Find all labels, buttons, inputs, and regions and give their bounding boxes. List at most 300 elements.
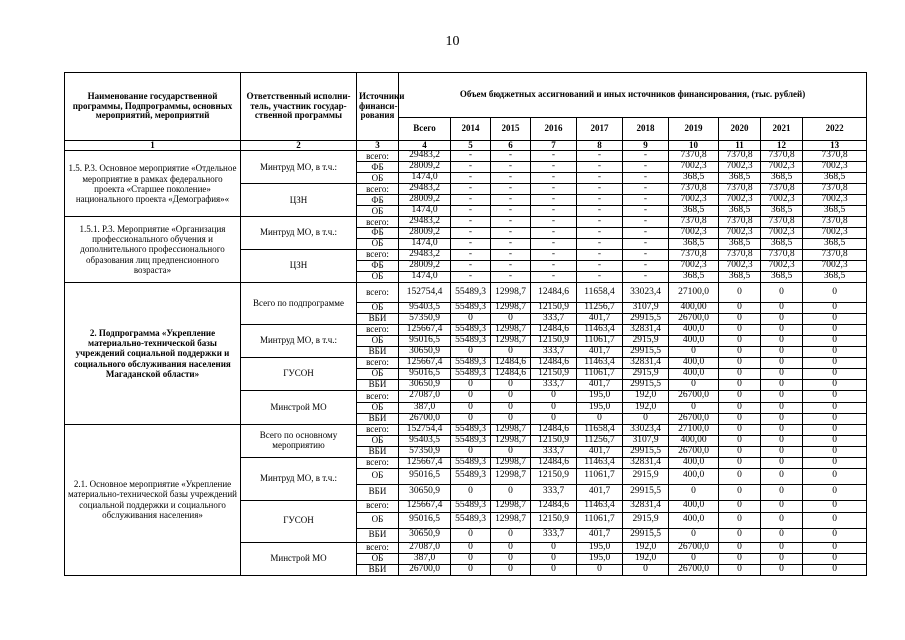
year-value-cell: 400,0: [669, 500, 719, 512]
year-value-cell: 7002,3: [803, 228, 867, 239]
year-value-cell: 0: [803, 346, 867, 357]
year-value-cell: 0: [719, 303, 761, 314]
year-value-cell: 0: [803, 564, 867, 575]
year-value-cell: 12998,7: [491, 325, 531, 336]
year-value-cell: 29915,5: [623, 446, 669, 457]
year-value-cell: 55489,3: [451, 468, 491, 484]
column-number: 11: [719, 141, 761, 151]
year-value-cell: 0: [491, 314, 531, 325]
year-value-cell: 7370,8: [719, 184, 761, 195]
year-value-cell: 0: [451, 390, 491, 402]
year-value-cell: 26700,0: [669, 390, 719, 402]
year-value-cell: 0: [719, 512, 761, 528]
year-value-cell: 0: [761, 413, 803, 424]
year-value-cell: -: [451, 184, 491, 195]
year-value-cell: 12998,7: [491, 512, 531, 528]
year-value-cell: 0: [719, 564, 761, 575]
year-value-cell: 0: [761, 435, 803, 446]
year-value-cell: 3107,9: [623, 435, 669, 446]
year-value-cell: 400,00: [669, 303, 719, 314]
total-cell: 28009,2: [399, 195, 451, 206]
year-value-cell: 368,5: [761, 173, 803, 184]
table-row: [65, 424, 867, 435]
year-value-cell: 32831,4: [623, 457, 669, 468]
year-value-cell: 401,7: [577, 314, 623, 325]
year-value-cell: 7370,8: [669, 151, 719, 162]
year-value-cell: 7002,3: [803, 195, 867, 206]
total-cell: 125667,4: [399, 357, 451, 368]
year-value-cell: 0: [719, 357, 761, 368]
year-value-cell: 7370,8: [669, 250, 719, 261]
total-cell: 28009,2: [399, 162, 451, 173]
source-cell: ОБ: [357, 435, 399, 446]
total-cell: 125667,4: [399, 457, 451, 468]
year-value-cell: 0: [803, 368, 867, 379]
year-value-cell: -: [623, 173, 669, 184]
year-value-cell: 0: [623, 413, 669, 424]
year-value-cell: -: [623, 206, 669, 217]
total-cell: 57350,9: [399, 314, 451, 325]
year-value-cell: 12998,7: [491, 457, 531, 468]
year-value-cell: 333,7: [531, 379, 577, 390]
year-value-cell: 0: [803, 512, 867, 528]
year-value-cell: 0: [719, 484, 761, 500]
year-value-cell: 0: [761, 402, 803, 413]
year-value-cell: 192,0: [623, 542, 669, 553]
total-cell: 28009,2: [399, 261, 451, 272]
source-cell: ОБ: [357, 512, 399, 528]
year-value-cell: 368,5: [669, 206, 719, 217]
total-cell: 1474,0: [399, 206, 451, 217]
year-value-cell: 0: [719, 346, 761, 357]
year-value-cell: 7002,3: [803, 162, 867, 173]
year-value-cell: 0: [803, 528, 867, 542]
year-value-cell: 0: [669, 553, 719, 564]
year-value-cell: -: [577, 261, 623, 272]
year-value-cell: 0: [761, 457, 803, 468]
year-value-cell: -: [577, 173, 623, 184]
year-value-cell: 12998,7: [491, 424, 531, 435]
year-value-cell: 195,0: [577, 542, 623, 553]
year-value-cell: 7370,8: [761, 151, 803, 162]
source-cell: ФБ: [357, 228, 399, 239]
year-value-cell: 0: [719, 413, 761, 424]
year-value-cell: -: [623, 217, 669, 228]
year-value-cell: 0: [451, 446, 491, 457]
year-value-cell: 0: [491, 346, 531, 357]
year-value-cell: 368,5: [803, 206, 867, 217]
year-value-cell: 0: [719, 379, 761, 390]
source-cell: всего:: [357, 457, 399, 468]
year-value-cell: -: [451, 250, 491, 261]
year-value-cell: 32831,4: [623, 357, 669, 368]
year-value-cell: 0: [719, 500, 761, 512]
year-value-cell: -: [531, 206, 577, 217]
year-value-cell: 27100,0: [669, 283, 719, 303]
year-value-cell: 0: [531, 413, 577, 424]
header-program-name: Наименование государственной программы, Подпрограммы, основных мероприятий, мероприятий: [65, 73, 241, 141]
source-cell: всего:: [357, 283, 399, 303]
source-cell: ВБИ: [357, 528, 399, 542]
year-value-cell: 192,0: [623, 553, 669, 564]
year-value-cell: 401,7: [577, 346, 623, 357]
year-value-cell: 0: [761, 379, 803, 390]
year-value-cell: 0: [803, 542, 867, 553]
responsible-cell: Минстрой МО: [241, 542, 357, 575]
table-row: [65, 151, 867, 162]
year-value-cell: 0: [803, 357, 867, 368]
total-cell: 26700,0: [399, 564, 451, 575]
year-value-cell: 7002,3: [719, 195, 761, 206]
source-cell: всего:: [357, 390, 399, 402]
column-number: 8: [577, 141, 623, 151]
table-row: [65, 217, 867, 228]
year-value-cell: -: [577, 250, 623, 261]
year-value-cell: 400,00: [669, 435, 719, 446]
year-value-cell: 12484,6: [531, 457, 577, 468]
year-value-cell: 12150,9: [531, 335, 577, 346]
year-value-cell: 7002,3: [669, 162, 719, 173]
year-value-cell: -: [577, 272, 623, 283]
year-value-cell: 7370,8: [719, 151, 761, 162]
year-value-cell: 368,5: [669, 239, 719, 250]
year-value-cell: 0: [491, 413, 531, 424]
total-cell: 387,0: [399, 402, 451, 413]
responsible-cell: Всего по основному мероприятию: [241, 424, 357, 457]
year-value-cell: 11463,4: [577, 457, 623, 468]
year-value-cell: 12484,6: [531, 424, 577, 435]
year-value-cell: 55489,3: [451, 435, 491, 446]
source-cell: всего:: [357, 250, 399, 261]
source-cell: всего:: [357, 151, 399, 162]
year-value-cell: 7370,8: [669, 184, 719, 195]
table-row: [65, 283, 867, 303]
year-value-cell: 368,5: [719, 173, 761, 184]
year-value-cell: 7002,3: [761, 162, 803, 173]
total-cell: 1474,0: [399, 173, 451, 184]
year-value-cell: 7370,8: [719, 217, 761, 228]
year-value-cell: 7002,3: [669, 261, 719, 272]
year-value-cell: 0: [491, 484, 531, 500]
year-value-cell: 0: [761, 390, 803, 402]
year-value-cell: 12484,6: [531, 357, 577, 368]
year-value-cell: 0: [761, 468, 803, 484]
year-value-cell: -: [451, 173, 491, 184]
year-value-cell: 55489,3: [451, 357, 491, 368]
year-value-cell: 0: [451, 553, 491, 564]
year-value-cell: 7002,3: [719, 261, 761, 272]
header-volume: Объем бюджетных ассигнований и иных источников финансирования, (тыс. рублей): [399, 73, 867, 118]
year-value-cell: 333,7: [531, 528, 577, 542]
year-value-cell: 0: [531, 402, 577, 413]
year-value-cell: -: [491, 217, 531, 228]
year-value-cell: 0: [719, 446, 761, 457]
source-cell: ВБИ: [357, 314, 399, 325]
total-cell: 27087,0: [399, 390, 451, 402]
year-value-cell: 55489,3: [451, 335, 491, 346]
source-cell: ОБ: [357, 553, 399, 564]
year-value-cell: 0: [761, 346, 803, 357]
year-value-cell: 0: [451, 484, 491, 500]
year-value-cell: 0: [761, 446, 803, 457]
year-value-cell: -: [451, 217, 491, 228]
year-value-cell: 368,5: [719, 239, 761, 250]
budget-table-body: [65, 151, 867, 575]
year-value-cell: 0: [719, 335, 761, 346]
responsible-cell: ГУСОН: [241, 357, 357, 390]
source-cell: ВБИ: [357, 446, 399, 457]
year-value-cell: -: [491, 239, 531, 250]
year-value-cell: 0: [761, 500, 803, 512]
year-value-cell: 400,0: [669, 457, 719, 468]
year-value-cell: -: [577, 184, 623, 195]
source-cell: всего:: [357, 184, 399, 195]
responsible-cell: Всего по подпрограмме: [241, 283, 357, 325]
year-value-cell: 400,0: [669, 468, 719, 484]
source-cell: ОБ: [357, 402, 399, 413]
year-value-cell: 29915,5: [623, 484, 669, 500]
year-value-cell: 0: [803, 335, 867, 346]
year-value-cell: 0: [719, 314, 761, 325]
year-value-cell: 55489,3: [451, 512, 491, 528]
year-value-cell: 55489,3: [451, 368, 491, 379]
year-value-cell: 0: [669, 528, 719, 542]
year-value-cell: 2915,9: [623, 335, 669, 346]
year-value-cell: 0: [761, 325, 803, 336]
year-value-cell: 0: [577, 564, 623, 575]
column-number: 1: [65, 141, 241, 151]
year-value-cell: 12484,6: [531, 283, 577, 303]
year-value-cell: 2915,9: [623, 512, 669, 528]
year-value-cell: 12998,7: [491, 303, 531, 314]
year-value-cell: 0: [719, 325, 761, 336]
year-value-cell: 11463,4: [577, 357, 623, 368]
year-value-cell: 195,0: [577, 553, 623, 564]
year-value-cell: 12998,7: [491, 283, 531, 303]
year-value-cell: 11061,7: [577, 512, 623, 528]
year-value-cell: 400,0: [669, 335, 719, 346]
year-value-cell: 368,5: [803, 173, 867, 184]
year-value-cell: 368,5: [719, 206, 761, 217]
year-value-cell: -: [577, 217, 623, 228]
responsible-cell: ЦЗН: [241, 184, 357, 217]
year-value-cell: 400,0: [669, 325, 719, 336]
year-value-cell: 12998,7: [491, 335, 531, 346]
year-value-cell: 11061,7: [577, 368, 623, 379]
year-value-cell: 26700,0: [669, 564, 719, 575]
year-value-cell: 401,7: [577, 379, 623, 390]
header-year: 2020: [719, 118, 761, 141]
source-cell: ОБ: [357, 239, 399, 250]
column-number: 4: [399, 141, 451, 151]
year-value-cell: 7370,8: [803, 250, 867, 261]
column-number: 5: [451, 141, 491, 151]
total-cell: 30650,9: [399, 346, 451, 357]
year-value-cell: 7370,8: [803, 184, 867, 195]
year-value-cell: 2915,9: [623, 368, 669, 379]
header-year: 2022: [803, 118, 867, 141]
year-value-cell: 0: [803, 390, 867, 402]
source-cell: ОБ: [357, 368, 399, 379]
year-value-cell: -: [531, 162, 577, 173]
total-cell: 27087,0: [399, 542, 451, 553]
year-value-cell: 0: [761, 357, 803, 368]
year-value-cell: 26700,0: [669, 542, 719, 553]
total-cell: 29483,2: [399, 250, 451, 261]
year-value-cell: 0: [761, 512, 803, 528]
year-value-cell: 0: [669, 402, 719, 413]
year-value-cell: 55489,3: [451, 325, 491, 336]
year-value-cell: 55489,3: [451, 424, 491, 435]
year-value-cell: 400,0: [669, 368, 719, 379]
responsible-cell: Минтруд МО, в т.ч.:: [241, 457, 357, 500]
year-value-cell: 0: [719, 553, 761, 564]
year-value-cell: -: [451, 228, 491, 239]
source-cell: ОБ: [357, 173, 399, 184]
source-cell: ФБ: [357, 162, 399, 173]
year-value-cell: 0: [669, 346, 719, 357]
year-value-cell: 0: [577, 413, 623, 424]
source-cell: ОБ: [357, 335, 399, 346]
year-value-cell: -: [623, 228, 669, 239]
year-value-cell: 400,0: [669, 512, 719, 528]
year-value-cell: 12484,6: [491, 357, 531, 368]
year-value-cell: -: [451, 206, 491, 217]
year-value-cell: 333,7: [531, 314, 577, 325]
total-cell: 1474,0: [399, 272, 451, 283]
year-value-cell: 32831,4: [623, 325, 669, 336]
year-value-cell: 55489,3: [451, 500, 491, 512]
column-number: 10: [669, 141, 719, 151]
year-value-cell: -: [491, 261, 531, 272]
year-value-cell: 0: [669, 484, 719, 500]
year-value-cell: 12998,7: [491, 435, 531, 446]
total-cell: 30650,9: [399, 484, 451, 500]
year-value-cell: 0: [761, 368, 803, 379]
year-value-cell: 0: [761, 484, 803, 500]
year-value-cell: -: [623, 151, 669, 162]
year-value-cell: 0: [531, 542, 577, 553]
year-value-cell: 0: [719, 390, 761, 402]
responsible-cell: Минтруд МО, в т.ч.:: [241, 325, 357, 358]
year-value-cell: 12150,9: [531, 512, 577, 528]
responsible-cell: ГУСОН: [241, 500, 357, 542]
year-value-cell: 368,5: [761, 239, 803, 250]
year-value-cell: 368,5: [803, 272, 867, 283]
source-cell: ОБ: [357, 272, 399, 283]
total-cell: 152754,4: [399, 424, 451, 435]
year-value-cell: -: [491, 151, 531, 162]
header-year: 2021: [761, 118, 803, 141]
year-value-cell: 0: [803, 402, 867, 413]
year-value-cell: 0: [491, 390, 531, 402]
year-value-cell: -: [531, 250, 577, 261]
header-row: [65, 73, 867, 118]
year-value-cell: 0: [491, 564, 531, 575]
year-value-cell: 7370,8: [803, 151, 867, 162]
year-value-cell: 12150,9: [531, 468, 577, 484]
source-cell: ВБИ: [357, 346, 399, 357]
year-value-cell: 7002,3: [719, 228, 761, 239]
year-value-cell: 7002,3: [719, 162, 761, 173]
year-value-cell: 0: [761, 528, 803, 542]
year-value-cell: 7370,8: [761, 217, 803, 228]
year-value-cell: 0: [719, 424, 761, 435]
year-value-cell: 7370,8: [719, 250, 761, 261]
year-value-cell: 55489,3: [451, 303, 491, 314]
total-cell: 152754,4: [399, 283, 451, 303]
total-cell: 125667,4: [399, 325, 451, 336]
budget-table: [64, 72, 867, 576]
year-value-cell: 401,7: [577, 528, 623, 542]
total-cell: 28009,2: [399, 228, 451, 239]
program-name-cell: 2. Подпрограмма «Укрепление материально-технической базы учреждений социальной поддержки и социального обслуживания населения Магаданской области»: [65, 283, 241, 425]
header-year: 2016: [531, 118, 577, 141]
year-value-cell: 333,7: [531, 346, 577, 357]
total-cell: 95016,5: [399, 468, 451, 484]
source-cell: всего:: [357, 542, 399, 553]
year-value-cell: 55489,3: [451, 457, 491, 468]
header-total: Всего: [399, 118, 451, 141]
year-value-cell: -: [491, 173, 531, 184]
year-value-cell: 0: [761, 335, 803, 346]
year-value-cell: 0: [531, 564, 577, 575]
header-year: 2017: [577, 118, 623, 141]
total-cell: 95016,5: [399, 335, 451, 346]
column-number-row: [65, 141, 867, 151]
total-cell: 29483,2: [399, 184, 451, 195]
year-value-cell: 0: [761, 553, 803, 564]
year-value-cell: 0: [803, 468, 867, 484]
year-value-cell: 0: [803, 325, 867, 336]
year-value-cell: 12150,9: [531, 368, 577, 379]
total-cell: 95016,5: [399, 368, 451, 379]
total-cell: 95016,5: [399, 512, 451, 528]
year-value-cell: 0: [761, 424, 803, 435]
year-value-cell: 7002,3: [761, 195, 803, 206]
year-value-cell: 11658,4: [577, 424, 623, 435]
year-value-cell: 0: [669, 379, 719, 390]
year-value-cell: 401,7: [577, 484, 623, 500]
year-value-cell: -: [577, 151, 623, 162]
source-cell: ВБИ: [357, 564, 399, 575]
year-value-cell: 29915,5: [623, 379, 669, 390]
year-value-cell: 0: [531, 553, 577, 564]
year-value-cell: 0: [803, 379, 867, 390]
year-value-cell: 368,5: [719, 272, 761, 283]
year-value-cell: 368,5: [761, 206, 803, 217]
year-value-cell: 400,0: [669, 357, 719, 368]
year-value-cell: 0: [803, 283, 867, 303]
column-number: 9: [623, 141, 669, 151]
year-value-cell: 0: [719, 528, 761, 542]
year-value-cell: -: [577, 206, 623, 217]
year-value-cell: -: [623, 195, 669, 206]
total-cell: 30650,9: [399, 528, 451, 542]
year-value-cell: 0: [451, 564, 491, 575]
year-value-cell: 0: [719, 457, 761, 468]
year-value-cell: 0: [719, 542, 761, 553]
year-value-cell: 26700,0: [669, 446, 719, 457]
column-number: 13: [803, 141, 867, 151]
year-value-cell: 12998,7: [491, 468, 531, 484]
year-value-cell: 7370,8: [761, 184, 803, 195]
year-value-cell: 0: [803, 457, 867, 468]
header-responsible: Ответственный исполни-тель, участник государ-ственной программы: [241, 73, 357, 141]
year-value-cell: 26700,0: [669, 314, 719, 325]
year-value-cell: 27100,0: [669, 424, 719, 435]
header-year: 2018: [623, 118, 669, 141]
